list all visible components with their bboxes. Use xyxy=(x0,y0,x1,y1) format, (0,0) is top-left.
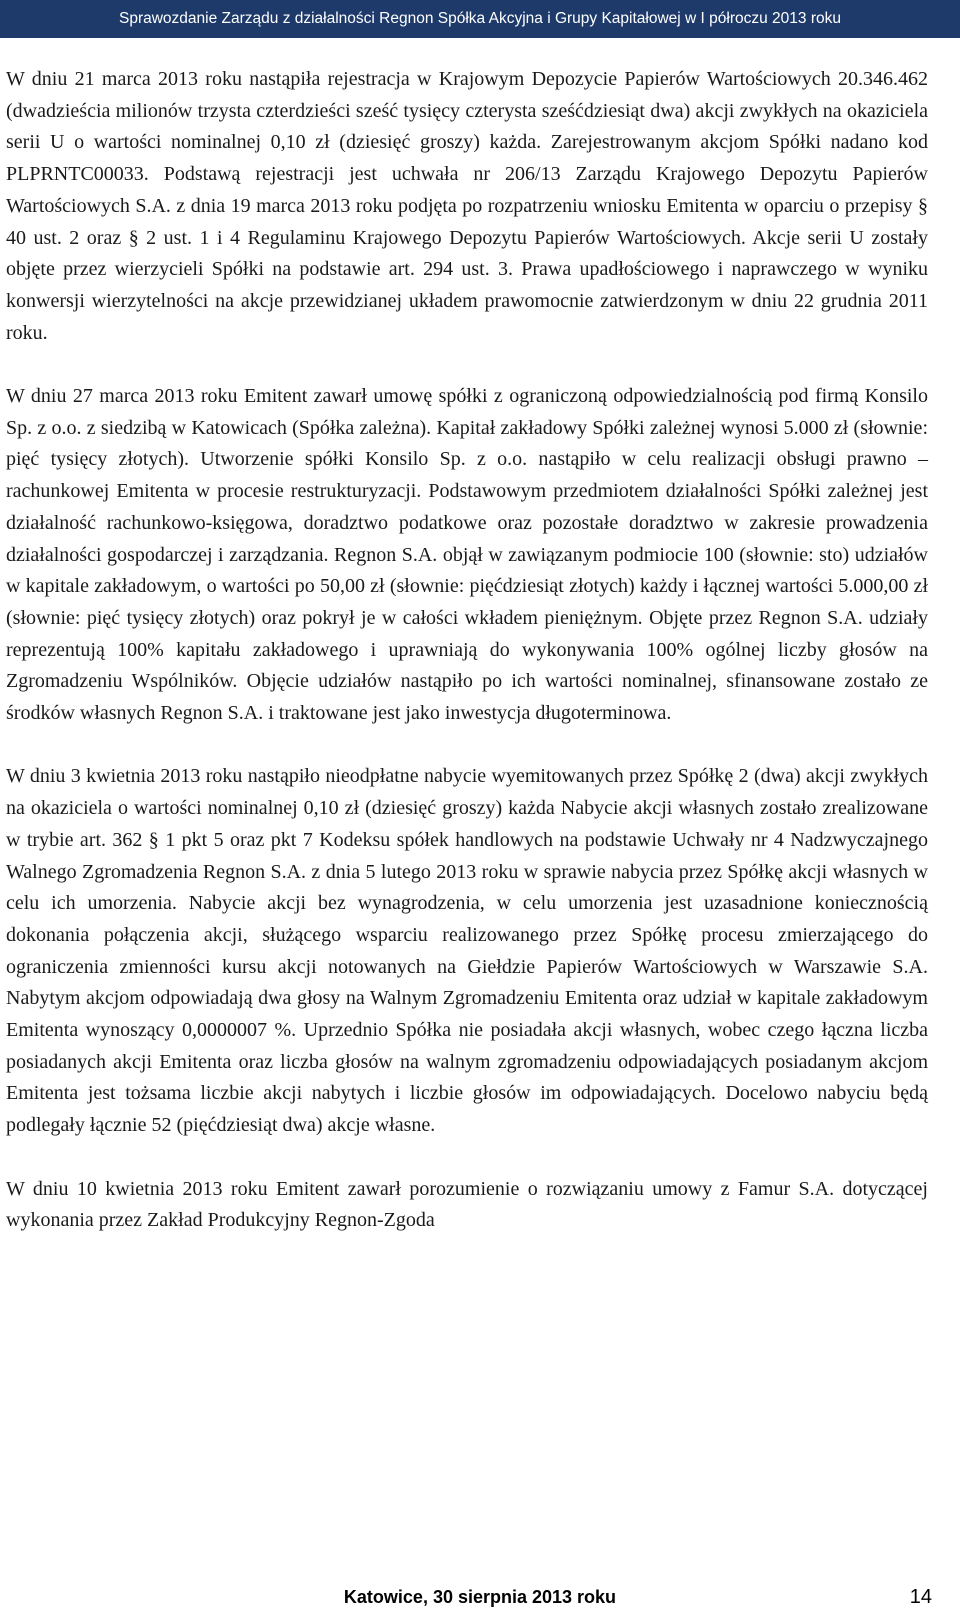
document-body xyxy=(6,64,928,1237)
paragraph-konsilo-company: W dniu 27 marca 2013 roku Emitent zawarł umowę spółki z ograniczoną odpowiedzialnością pod firmą Konsilo Sp. z o.o. z siedzibą w Katowicach (Spółka zależna). Kapitał zakładowy Spółki zależnej wynosi 5.000 zł (słownie: pięć tysięcy złotych). Utworzenie spółki Konsilo Sp. z o.o. nastąpiło w celu realizacji obsługi prawno – rachunkowej Emitenta w procesie restrukturyzacji. Podstawowym przedmiotem działalności Spółki zależnej jest działalność rachunkowo-księgowa, doradztwo podatkowe oraz pozostałe doradztwo w zakresie prowadzenia działalności gospodarczej i zarządzania. Regnon S.A. objął w zawiązanym podmiocie 100 (słownie: sto) udziałów w kapitale zakładowym, o wartości po 50,00 zł (słownie: pięćdziesiąt złotych) każdy i łącznej wartości 5.000,00 zł (słownie: pięć tysięcy złotych) oraz pokrył je w całości wkładem pieniężnym. Objęte przez Regnon S.A. udziały reprezentują 100% kapitału zakładowego i uprawniają do wykonywania 100% ogólnej liczby głosów na Zgromadzeniu Wspólników. Objęcie udziałów nastąpiło po ich wartości nominalnej, sfinansowane zostało ze środków własnych Regnon S.A. i traktowane jest jako inwestycja długoterminowa. xyxy=(6,385,928,725)
paragraph-own-shares-purchase: W dniu 3 kwietnia 2013 roku nastąpiło nieodpłatne nabycie wyemitowanych przez Spółkę 2 (dwa) akcji zwykłych na okaziciela o wartości nominalnej 0,10 zł (dziesięć groszy) każda Nabycie akcji własnych zostało zrealizowane w trybie art. 362 § 1 pkt 5 oraz pkt 7 Kodeksu spółek handlowych na podstawie Uchwały nr 4 Nadzwyczajnego Walnego Zgromadzenia Regnon S.A. z dnia 5 lutego 2013 roku w sprawie nabycia przez Spółkę akcji własnych w celu ich umorzenia. Nabycie akcji bez wynagrodzenia, w celu umorzenia jest uzasadnione koniecznością dokonania połączenia akcji, służącego wsparciu realizowanego przez Spółkę procesu zmierzającego do ograniczenia zmienności kursu akcji notowanych na Giełdzie Papierów Wartościowych w Warszawie S.A. Nabytym akcjom odpowiadają dwa głosy na Walnym Zgromadzeniu Emitenta oraz udział w kapitale zakładowym Emitenta wynoszący 0,0000007 %. Uprzednio Spółka nie posiadała akcji własnych, wobec czego łączna liczba posiadanych akcji Emitenta oraz liczba głosów na walnym zgromadzeniu odpowiadających posiadanym akcjom Emitenta jest tożsama liczbie akcji nabytych i liczbie głosów im odpowiadających. Docelowo nabyciu będą podlegały łącznie 52 (pięćdziesiąt dwa) akcje własne. xyxy=(6,765,928,1137)
page-number: 14 xyxy=(909,1586,932,1608)
footer-place-date: Katowice, 30 sierpnia 2013 roku xyxy=(343,1587,617,1607)
running-header: Sprawozdanie Zarządu z działalności Regnon Spółka Akcyjna i Grupy Kapitałowej w I półroczu 2013 roku xyxy=(0,0,960,38)
paragraph-kdpw-registration: W dniu 21 marca 2013 roku nastąpiła rejestracja w Krajowym Depozycie Papierów Wartościowych 20.346.462 (dwadzieścia milionów trzysta czterdzieści sześć tysięcy czterysta sześćdziesiąt dwa) akcji zwykłych na okaziciela serii U o wartości nominalnej 0,10 zł (dziesięć groszy) każda. Zarejestrowanym akcjom Spółki nadano kod PLPRNTC00033. Podstawą rejestracji jest uchwała nr 206/13 Zarządu Krajowego Depozytu Papierów Wartościowych S.A. z dnia 19 marca 2013 roku podjęta po rozpatrzeniu wniosku Emitenta w oparciu o przepisy § 40 ust. 2 oraz § 2 ust. 1 i 4 Regulaminu Krajowego Depozytu Papierów Wartościowych. Akcje serii U zostały objęte przez wierzycieli Spółki na podstawie art. 294 ust. 3. Prawa upadłościowego i naprawczego w wyniku konwersji wierzytelności na akcje przewidzianej układem prawomocnie zatwierdzonym w dniu 22 grudnia 2011 roku. xyxy=(6,68,928,344)
paragraph-famur-agreement: W dniu 10 kwietnia 2013 roku Emitent zawarł porozumienie o rozwiązaniu umowy z Famur S.A. dotyczącej wykonania przez Zakład Produkcyjny Regnon-Zgoda xyxy=(6,1177,928,1232)
